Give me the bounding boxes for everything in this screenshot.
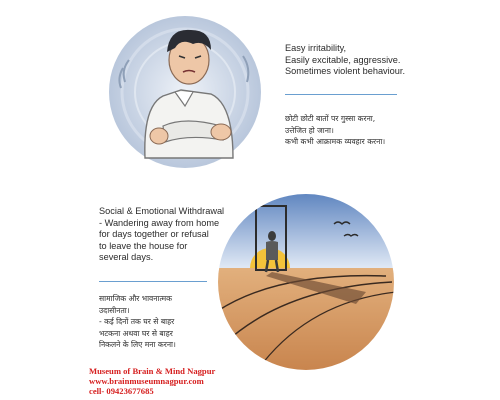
withdrawal-text-english: Social & Emotional Withdrawal - Wandering away from home for days together or refusal to leave the house for several days. xyxy=(99,206,225,262)
irritability-text-hindi: छोटी छोटी बातों पर गुस्सा करना, उत्तेजित हो जाना। कभी कभी आक्रामक व्यवहार करना। xyxy=(285,114,386,146)
museum-website: www.brainmuseumnagpur.com xyxy=(89,376,204,386)
withdrawal-text-hindi: सामाजिक और भावनात्मक उदासीनता। - कई दिनों तक घर से बाहर भटकना अथवा घर से बाहर निकलने के लिए मना करना। xyxy=(99,294,176,349)
museum-name: Museum of Brain & Mind Nagpur xyxy=(89,366,216,376)
museum-footer xyxy=(89,366,215,396)
section2-divider xyxy=(99,281,207,282)
section1-divider xyxy=(285,94,397,95)
museum-phone: cell- 09423677685 xyxy=(89,386,154,396)
irritability-text-english: Easy irritability, Easily excitable, aggressive. Sometimes violent behaviour. xyxy=(285,43,406,76)
withdrawal-illustration xyxy=(216,192,396,372)
agitated-man-illustration xyxy=(93,8,273,178)
